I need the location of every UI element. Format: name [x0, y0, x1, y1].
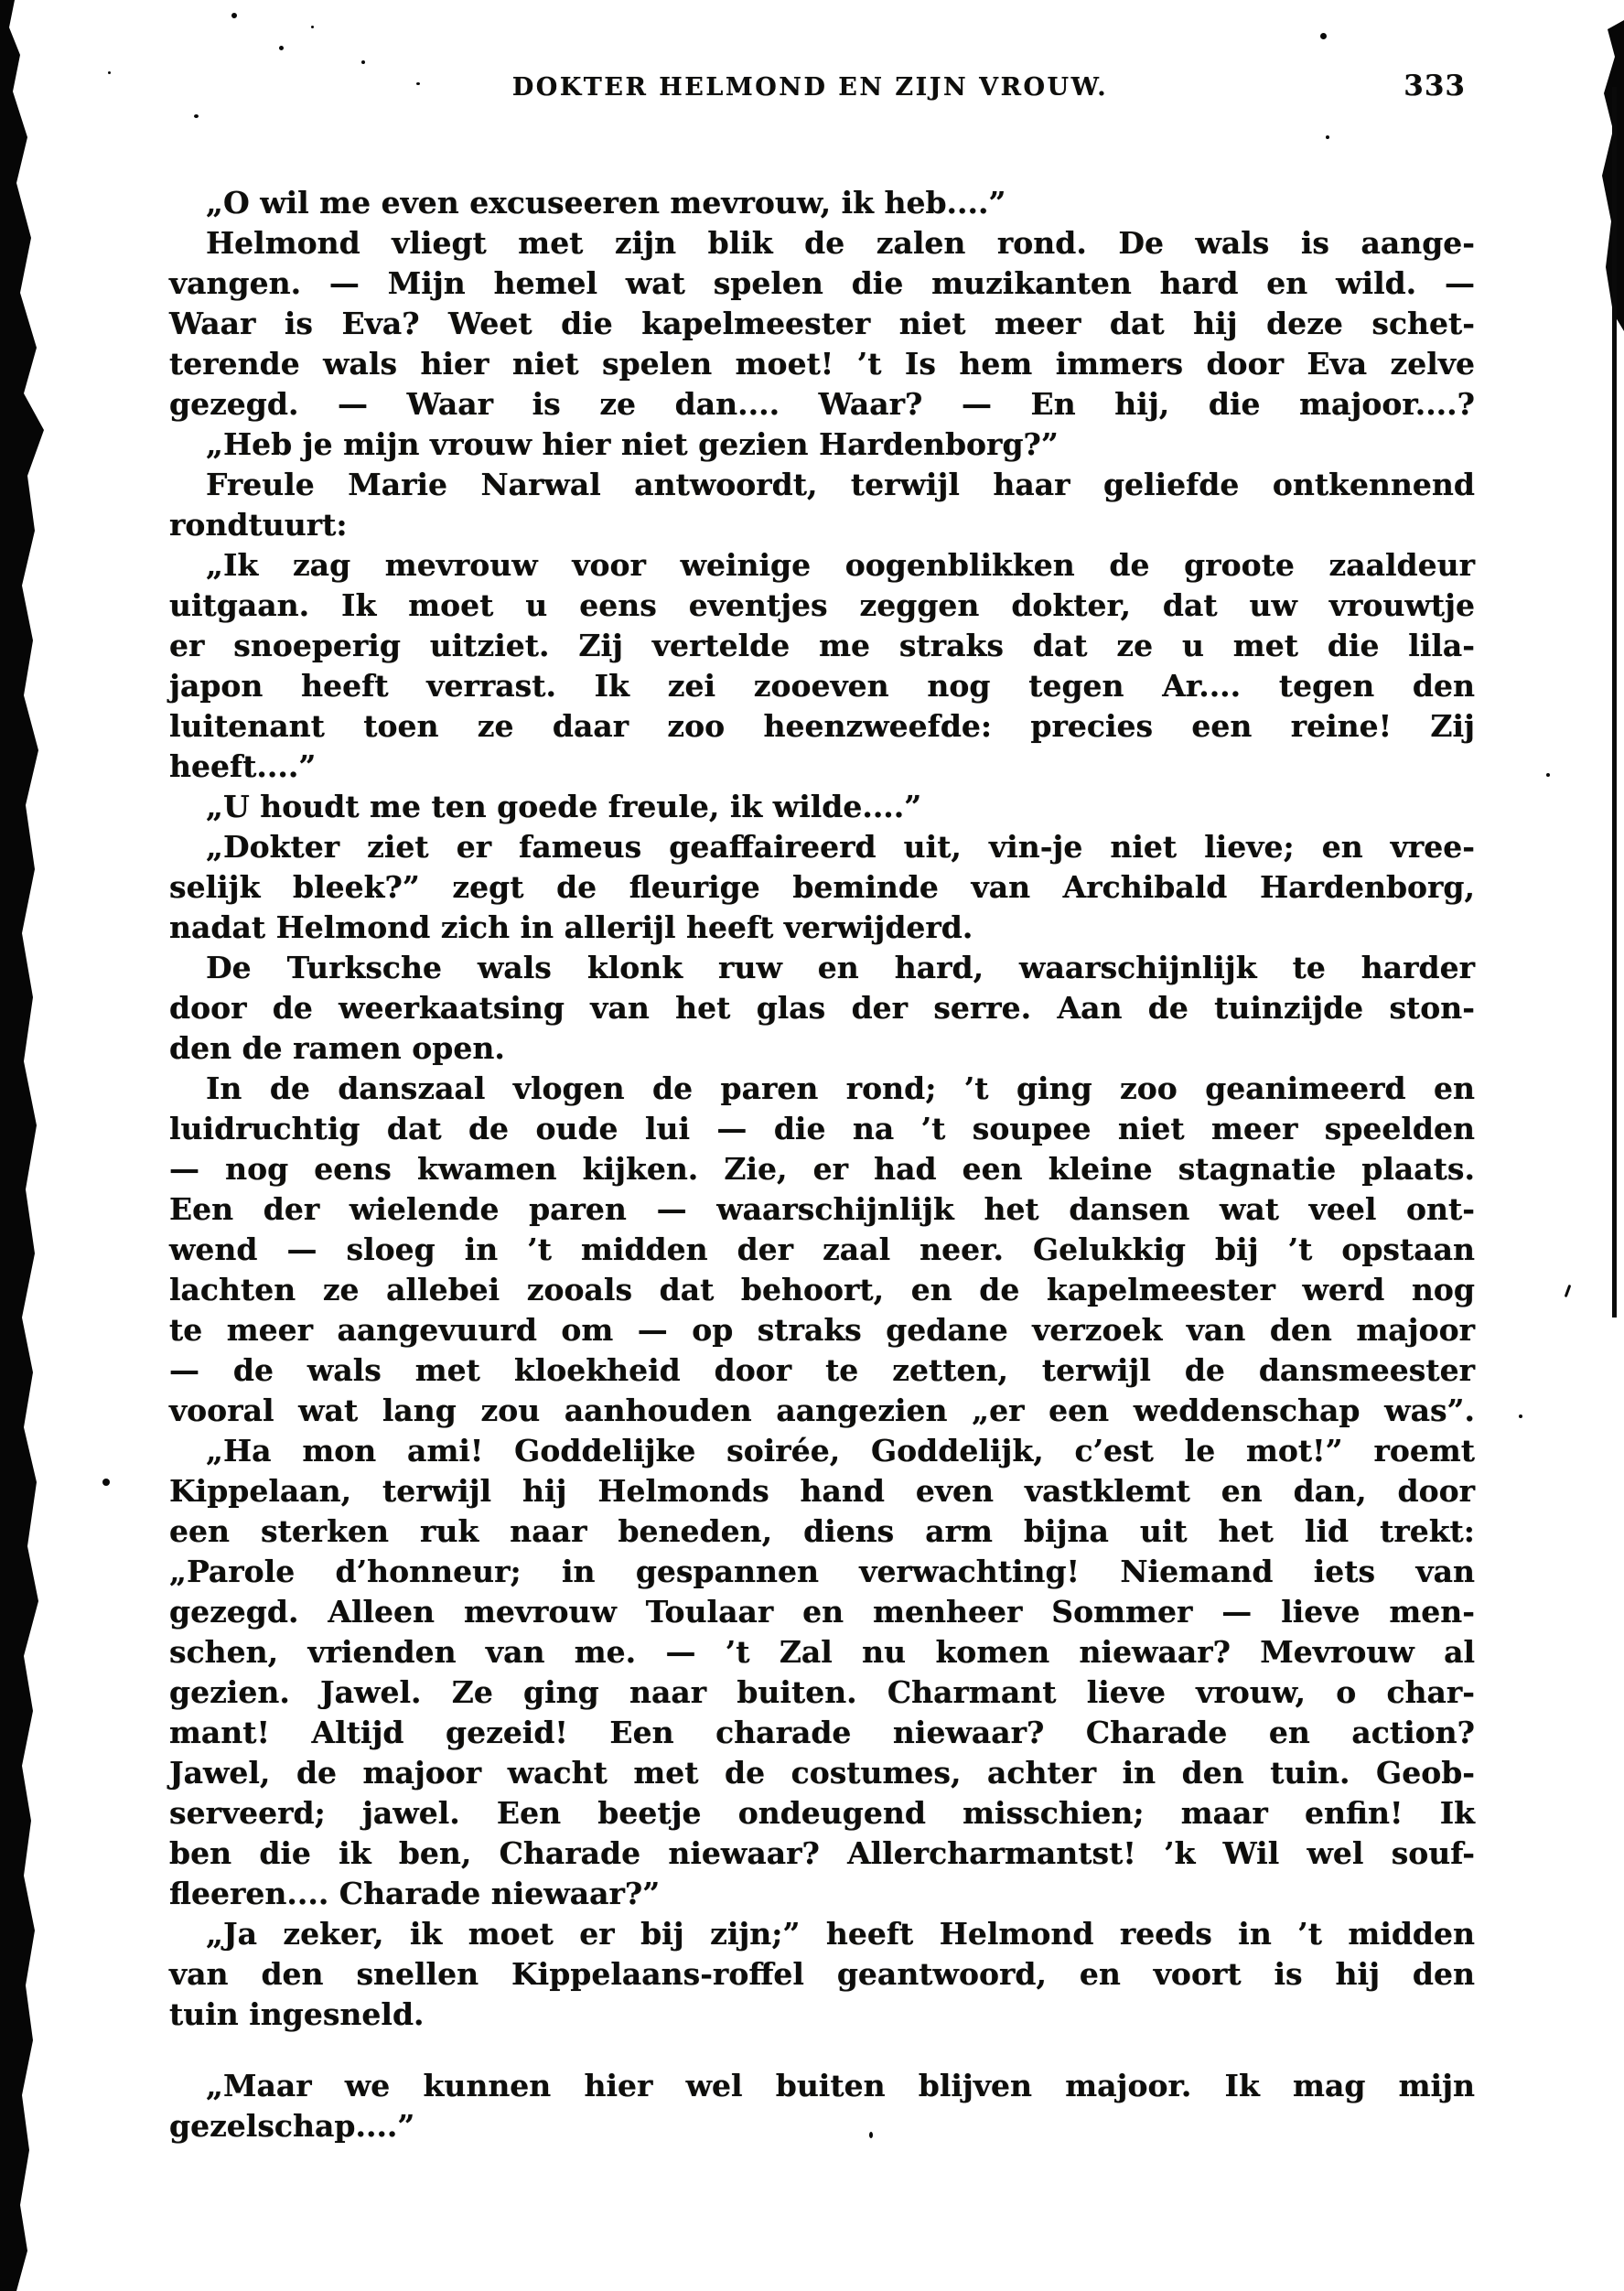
paragraph — [169, 2066, 1475, 2146]
text-line: „Parole d’honneur; in gespannen verwachting! Niemand iets van — [169, 1554, 1475, 1589]
text-line: Een der wielende paren — waarschijnlijk het dansen wat veel ont- — [169, 1191, 1475, 1227]
binding-shadow — [0, 0, 64, 2291]
text-line: In de danszaal vlogen de paren rond; ’t ging zoo geanimeerd en — [206, 1070, 1475, 1106]
text-line: heeft....” — [169, 748, 317, 784]
text-line: „Ik zag mevrouw voor weinige oogenblikken de groote zaaldeur — [206, 547, 1475, 583]
text-line: — de wals met kloekheid door te zetten, terwijl de dansmeester — [169, 1352, 1475, 1388]
scan-edge-line — [1612, 87, 1617, 1318]
paragraph — [169, 787, 1475, 827]
text-line: De Turksche wals klonk ruw en hard, waarschijnlijk te harder — [206, 950, 1475, 985]
text-line: tuin ingesneld. — [169, 1996, 425, 2032]
text-line: door de weerkaatsing van het glas der serre. Aan de tuinzijde ston- — [169, 990, 1475, 1026]
page-number: 333 — [1404, 70, 1466, 102]
text-line: — nog eens kwamen kijken. Zie, er had een kleine stagnatie plaats. — [169, 1151, 1475, 1187]
text-line: een sterken ruk naar beneden, diens arm bijna uit het lid trekt: — [169, 1513, 1475, 1549]
paragraph — [169, 223, 1475, 425]
page-header — [169, 70, 1475, 108]
ink-speck — [231, 13, 237, 18]
text-line: „U houdt me ten goede freule, ik wilde....” — [206, 789, 922, 824]
text-line: gezegd. Alleen mevrouw Toulaar en menheer Sommer — lieve men- — [169, 1594, 1475, 1630]
text-line: gezien. Jawel. Ze ging naar buiten. Charmant lieve vrouw, o char- — [169, 1674, 1475, 1710]
scan-edge-artifact — [1597, 20, 1624, 331]
text-line: Jawel, de majoor wacht met de costumes, achter in den tuin. Geob- — [169, 1755, 1475, 1791]
text-line: Helmond vliegt met zijn blik de zalen rond. De wals is aange- — [206, 225, 1475, 261]
text-line: „Maar we kunnen hier wel buiten blijven majoor. Ik mag mijn — [206, 2068, 1475, 2103]
ink-speck — [1565, 1285, 1572, 1297]
text-line: gezegd. — Waar is ze dan.... Waar? — En hij, die majoor....? — [169, 386, 1475, 422]
text-line: mant! Altijd gezeid! Een charade niewaar? Charade en action? — [169, 1715, 1475, 1750]
text-line: fleeren.... Charade niewaar?” — [169, 1876, 661, 1911]
text-line: ben die ik ben, Charade niewaar? Allercharmantst! ’k Wil wel souf- — [169, 1835, 1475, 1871]
text-line: er snoeperig uitziet. Zij vertelde me straks dat ze u met die lila- — [169, 628, 1475, 663]
ink-speck — [1326, 135, 1329, 139]
text-line: nadat Helmond zich in allerijl heeft verwijderd. — [169, 909, 973, 945]
text-line: vooral wat lang zou aanhouden aangezien „er een weddenschap was”. — [169, 1393, 1475, 1428]
page-body — [169, 183, 1475, 2146]
ink-speck — [279, 46, 284, 50]
paragraph — [169, 1069, 1475, 1431]
paragraph — [169, 827, 1475, 948]
ink-speck — [1519, 1414, 1522, 1418]
paragraph — [169, 1914, 1475, 2035]
ink-speck — [1546, 773, 1550, 777]
text-line: serveerd; jawel. Een beetje ondeugend misschien; maar enfin! Ik — [169, 1795, 1475, 1831]
text-line: Freule Marie Narwal antwoordt, terwijl haar geliefde ontkennend — [206, 467, 1475, 502]
paragraph — [169, 183, 1475, 223]
text-line: japon heeft verrast. Ik zei zooeven nog tegen Ar.... tegen den — [169, 668, 1475, 704]
paragraph — [169, 1431, 1475, 1914]
text-line: den de ramen open. — [169, 1030, 505, 1066]
paragraph — [169, 948, 1475, 1069]
paragraph — [169, 465, 1475, 545]
ink-speck — [108, 71, 111, 74]
paragraph — [169, 545, 1475, 787]
text-line: vangen. — Mijn hemel wat spelen die muzikanten hard en wild. — — [169, 265, 1475, 301]
text-line: Kippelaan, terwijl hij Helmonds hand even vastklemt en dan, door — [169, 1473, 1475, 1509]
text-line: „O wil me even excuseeren mevrouw, ik heb....” — [206, 185, 1006, 220]
text-line: Waar is Eva? Weet die kapelmeester niet meer dat hij deze schet- — [169, 306, 1475, 341]
text-line: uitgaan. Ik moet u eens eventjes zeggen dokter, dat uw vrouwtje — [169, 587, 1475, 623]
text-line: „Ja zeker, ik moet er bij zijn;” heeft Helmond reeds in ’t midden — [206, 1916, 1475, 1952]
paragraph — [169, 425, 1475, 465]
text-line: „Heb je mijn vrouw hier niet gezien Hardenborg?” — [206, 426, 1059, 462]
text-line: te meer aangevuurd om — op straks gedane verzoek van den majoor — [169, 1312, 1475, 1348]
text-line: schen, vrienden van me. — ’t Zal nu komen niewaar? Mevrouw al — [169, 1634, 1475, 1670]
text-line: terende wals hier niet spelen moet! ’t Is hem immers door Eva zelve — [169, 346, 1475, 382]
text-line: lachten ze allebei zooals dat behoort, en de kapelmeester werd nog — [169, 1272, 1475, 1307]
text-line: „Dokter ziet er fameus geaffaireerd uit, vin-je niet lieve; en vree- — [206, 829, 1475, 865]
running-title: DOKTER HELMOND EN ZIJN VROUW. — [511, 73, 1109, 102]
text-line: „Ha mon ami! Goddelijke soirée, Goddelijk, c’est le mot!” roemt — [206, 1433, 1475, 1468]
ink-speck — [102, 1479, 110, 1486]
text-line: rondtuurt: — [169, 507, 348, 543]
ink-speck — [1320, 33, 1327, 39]
text-line: luidruchtig dat de oude lui — die na ’t soupee niet meer speelden — [169, 1111, 1475, 1146]
text-line: wend — sloeg in ’t midden der zaal neer. Gelukkig bij ’t opstaan — [169, 1232, 1475, 1267]
text-line: van den snellen Kippelaans-roffel geantwoord, en voort is hij den — [169, 1956, 1475, 1992]
ink-speck — [361, 60, 365, 64]
text-line: luitenant toen ze daar zoo heenzweefde: precies een reine! Zij — [169, 708, 1475, 744]
ink-speck — [311, 26, 314, 28]
ink-speck — [194, 114, 199, 118]
text-line: selijk bleek?” zegt de fleurige beminde van Archibald Hardenborg, — [169, 869, 1475, 905]
text-line: gezelschap....” — [169, 2108, 415, 2144]
